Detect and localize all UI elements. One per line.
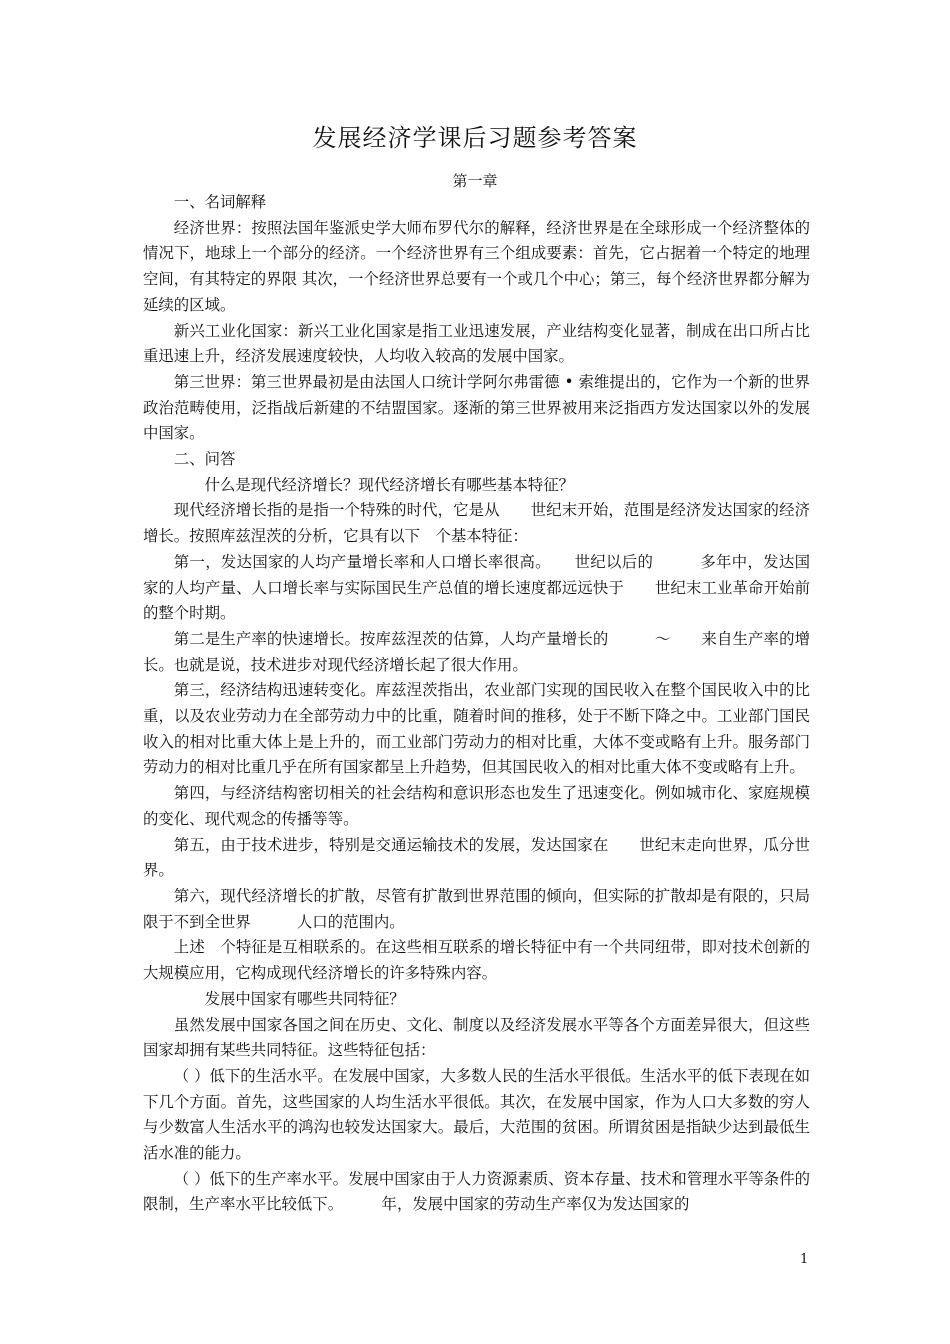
document-title: 发展经济学课后习题参考答案 bbox=[312, 124, 638, 152]
chapter-heading: 第一章 bbox=[452, 172, 498, 190]
paragraph-feature-2: 第二是生产率的快速增长。按库兹涅茨的估算，人均产量增长的 ～ 来自生产率的增长。也就是说，技术进步对现代经济增长起了很大作用。 bbox=[143, 629, 810, 674]
paragraph-feature-4: 第四，与经济结构密切相关的社会结构和意识形态也发生了迅速变化。例如城市化、家庭规模的变化、现代观念的传播等等。 bbox=[143, 784, 810, 828]
paragraph-feature-3: 第三，经济结构迅速转变化。库兹涅茨指出，农业部门实现的国民收入在整个国民收入中的比重，以及农业劳动力在全部劳动力中的比重，随着时间的推移，处于不断下降之中。工业部门国民收入的相对比重大体上是上升的，而工业部门劳动力的相对比重，大体不变或略有上升。服务部门劳动力的相对比重几乎在所有国家都呈上升趋势，但其国民收入的相对比重大体不变或略有上升。 bbox=[143, 681, 810, 777]
page-number: 1 bbox=[800, 1252, 809, 1267]
question-2: 发展中国家有哪些共同特征？ bbox=[204, 989, 405, 1008]
section-heading-terms: 一、名词解释 bbox=[173, 193, 267, 211]
paragraph-answer-intro: 现代经济增长指的是指一个特殊的时代，它是从 世纪末开始，范围是经济发达国家的经济增长。按照库兹涅茨的分析，它具有以下 个基本特征： bbox=[143, 501, 810, 546]
paragraph-feature-1: 第一，发达国家的人均产量增长率和人口增长率很高。 世纪以后的 多年中，发达国家的人均产量、人口增长率与实际国民生产总值的增长速度都远远快于 世纪末工业革命开始前的整个时期。 bbox=[143, 552, 810, 623]
document-body bbox=[143, 190, 810, 1218]
section-heading-qa: 二、问答 bbox=[173, 450, 236, 469]
paragraph-nics: 新兴工业化国家：新兴工业化国家是指工业迅速发展，产业结构变化显著，制成在出口所占比重迅速上升，经济发展速度较快，人均收入较高的发展中国家。 bbox=[143, 321, 810, 366]
paragraph-feature-5: 第五，由于技术进步，特别是交通运输技术的发展，发达国家在 世纪末走向世界，瓜分世界。 bbox=[143, 835, 810, 880]
paragraph-common-intro: 虽然发展中国家各国之间在历史、文化、制度以及经济发展水平等各个方面差异很大，但这些国家却拥有某些共同特征。这些特征包括： bbox=[143, 1015, 810, 1060]
paragraph-productivity: （ ）低下的生产率水平。发展中国家由于人力资源素质、资本存量、技术和管理水平等条件的限制，生产率水平比较低下。 年，发展中国家的劳动生产率仅为发达国家的 bbox=[143, 1169, 810, 1214]
question-1: 什么是现代经济增长？现代经济增长有哪些基本特征？ bbox=[204, 475, 574, 494]
paragraph-economic-world: 经济世界：按照法国年鉴派史学大师布罗代尔的解释，经济世界是在全球形成一个经济整体的情况下，地球上一个部分的经济。一个经济世界有三个组成要素：首先，它占据着一个特定的地理空间，有其特定的界限 其次，一个经济世界总要有一个或几个中心；第三，每个经济世界都分解为延续的区域。 bbox=[143, 218, 810, 314]
paragraph-summary: 上述 个特征是互相联系的。在这些相互联系的增长特征中有一个共同纽带，即对技术创新的大规模应用，它构成现代经济增长的许多特殊内容。 bbox=[143, 938, 810, 983]
paragraph-living-standard: （ ）低下的生活水平。在发展中国家，大多数人民的生活水平很低。生活水平的低下表现在如下几个方面。首先，这些国家的人均生活水平很低。其次，在发展中国家，作为人口大多数的穷人与少数富人生活水平的鸿沟也较发达国家大。最后，大范围的贫困。所谓贫困是指缺少达到最低生活水准的能力。 bbox=[143, 1066, 810, 1163]
paragraph-feature-6: 第六，现代经济增长的扩散，尽管有扩散到世界范围的倾向，但实际的扩散却是有限的，只局限于不到全世界 人口的范围内。 bbox=[143, 886, 810, 931]
paragraph-third-world: 第三世界：第三世界最初是由法国人口统计学阿尔弗雷德 • 索维提出的，它作为一个新的世界政治范畴使用，泛指战后新建的不结盟国家。逐渐的第三世界被用来泛指西方发达国家以外的发展中国家。 bbox=[143, 372, 810, 443]
